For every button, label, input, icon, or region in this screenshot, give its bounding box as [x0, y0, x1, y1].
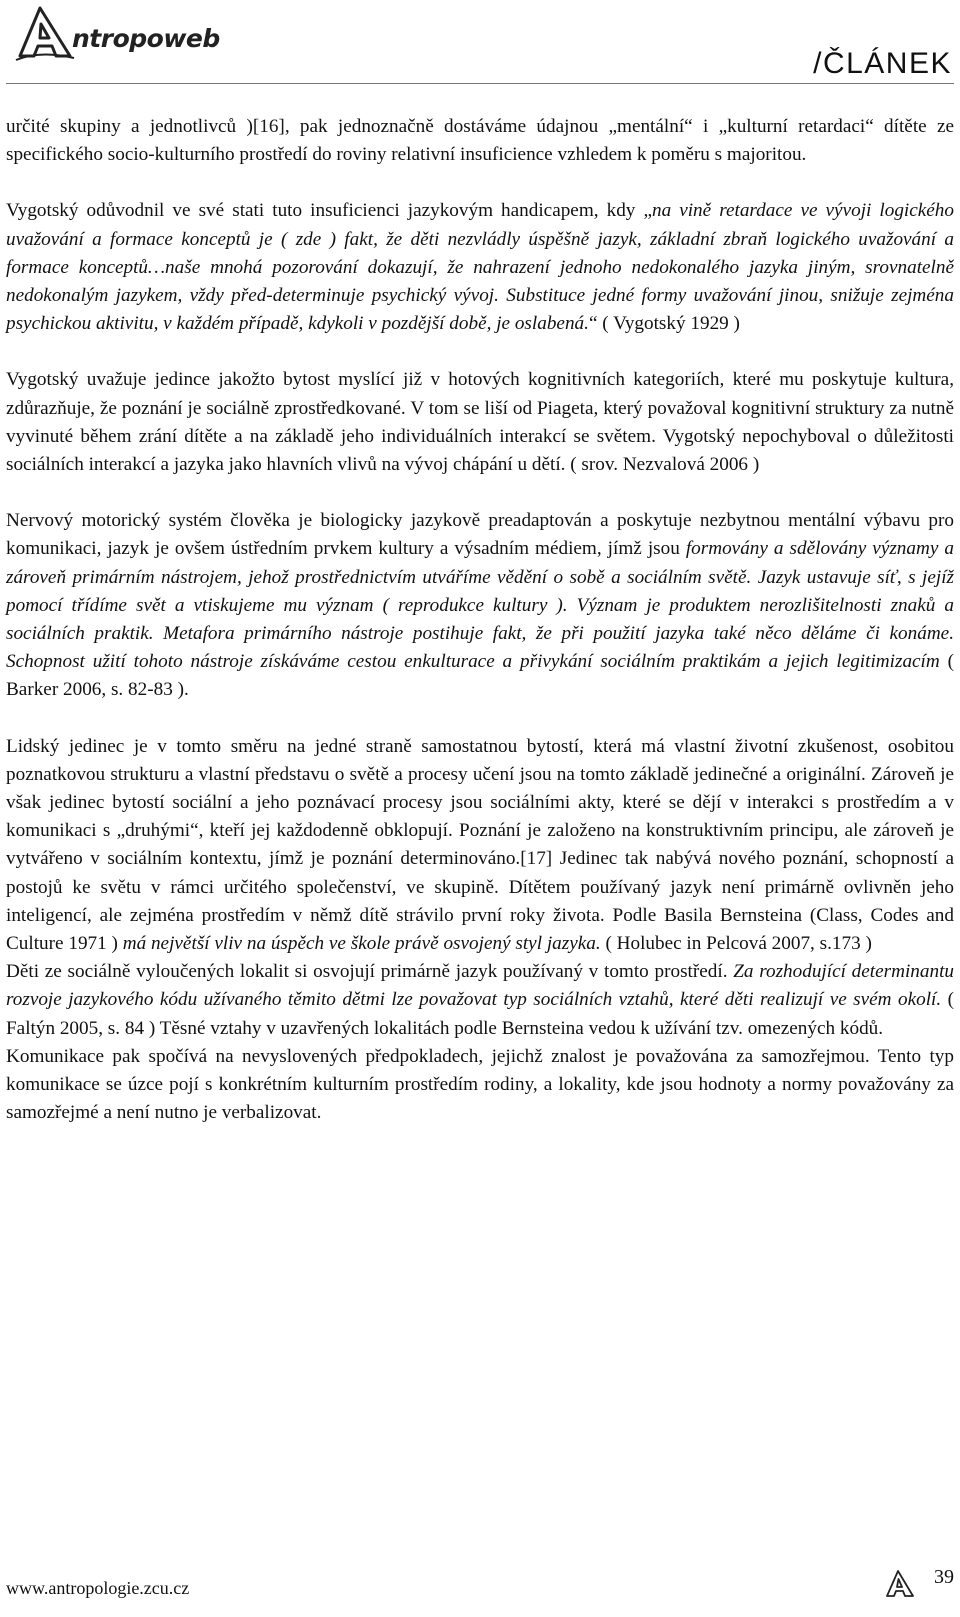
footer-url[interactable]: www.antropologie.zcu.cz [6, 1578, 190, 1598]
footnote-link-17[interactable]: [17] [520, 848, 553, 870]
article-body [6, 113, 954, 1128]
paragraph-7: Komunikace pak spočívá na nevyslovených předpokladech, jejichž znalost je považována za samozřejmou. Tento typ komunikace se úzce pojí s konkrétním kulturním prostředím rodiny, a lokality, kde jsou hodnoty a normy považovány za samozřejmé a není nutno je verbalizovat. [6, 1045, 954, 1124]
antropoweb-small-logo-icon [884, 1568, 916, 1600]
paragraph-6: Děti ze sociálně vyloučených lokalit si osvojují primárně jazyk používaný v tomto prostředí. Za rozhodující determinantu rozvoje jazykového kódu užívaného těmito dětmi lze považovat typ sociálních vztahů, které děti realizují ve svém okolí. ( Faltýn 2005, s. 84 ) Těsné vztahy v uzavřených lokalitách podle Bernsteina vedou k užívání tzv. omezených kódů. [6, 961, 954, 1039]
footnote-link-16[interactable]: [16] [252, 116, 285, 137]
quote-faltyn: Za rozhodující determinantu rozvoje jazykového kódu užívaného těmito dětmi lze považovat typ sociálních vztahů, které děti realizují ve svém okolí. [6, 961, 954, 1011]
logo-text: ntropoweb [72, 24, 220, 53]
section-label: /ČLÁNEK [813, 47, 952, 80]
page-number: 39 [934, 1566, 954, 1588]
antropoweb-logo[interactable] [10, 2, 240, 64]
paragraph-3: Vygotský uvažuje jedince jakožto bytost myslící již v hotových kognitivních kategoriích, které mu poskytuje kultura, zdůrazňuje, že poznání je sociálně zprostředkované. V tom se liší od Piageta, který považoval kognitivní struktury za nutně vyvinuté během zrání dítěte a na základě jeho individuálních interakcí se světem. Vygotský nepochyboval o důležitosti sociálních interakcí a jazyka jako hlavních vlivů na vývoj chápání u dětí. ( srov. Nezvalová 2006 ) [6, 369, 954, 476]
quote-bernstein: má největší vliv na úspěch ve škole právě osvojený styl jazyka. [122, 933, 601, 955]
page-footer [6, 1566, 954, 1612]
quote-barker: formovány a sdělovány významy a zároveň primárním nástrojem, jehož prostřednictvím utváříme vědění o sobě a sociálním světě. Jazyk ustavuje síť, s jejíž pomocí třídíme svět a vtiskujeme mu význam ( reprodukce kultury ). Význam je produktem nerozlišitelnosti znaků a sociálních praktik. Metafora primárního nástroje postihuje fakt, že při použití jazyka také něco děláme či konáme. Schopnost užití tohoto nástroje získáváme cestou enkulturace a přivykání sociálním praktikám a jejich legitimizacím [6, 538, 954, 673]
triangle-a-logo-icon [10, 2, 80, 64]
paragraph-1: určité skupiny a jednotlivců )[16], pak jednoznačně dostáváme údajnou „mentální“ i „kulturní retardaci“ dítěte ze specifického socio-kulturního prostředí do roviny relativní insuficience vzhledem k poměru s majoritou. [6, 116, 954, 166]
header-divider [6, 83, 954, 84]
paragraph-5: Lidský jedinec je v tomto směru na jedné straně samostatnou bytostí, která má vlastní životní zkušenost, osobitou poznatkovou strukturu a vlastní představu o světě a procesy učení jsou na tomto základě jedinečné a originální. Zároveň je však jedinec bytostí sociální a jeho poznávací procesy jsou sociálními akty, které se dějí v interakci s prostředím a v komunikaci s „druhými“, kteří jej každodenně obklopují. Poznání je založeno na konstruktivním principu, ale zároveň je vytvářeno v sociálním kontextu, jímž je poznání determinováno.[17] Jedinec tak nabývá nového poznání, schopností a postojů ke světu v rámci určitého společenství, ve skupině. Dítětem používaný jazyk není primárně ovlivněn jeho inteligencí, ale zejména prostředím v němž dítě strávilo první roky života. Podle Basila Bernsteina (Class, Codes and Culture 1971 ) má největší vliv na úspěch ve škole právě osvojený styl jazyka. ( Holubec in Pelcová 2007, s.173 ) [6, 735, 954, 955]
paragraph-2: Vygotský odůvodnil ve své stati tuto insuficienci jazykovým handicapem, kdy „na vině retardace ve vývoji logického uvažování a formace konceptů je ( zde ) fakt, že děti nezvládly úspěšně jazyk, základní zbraň logického uvažování a formace konceptů…naše mnohá pozorování dokazují, že nahrazení jednoho nedokonalého jazyka jiným, srovnatelně nedokonalým jazykem, vždy před-determinuje psychický vývoj. Substituce jedné formy uvažování jinou, snižuje zejména psychickou aktivitu, v každém případě, kdykoli v pozdější době, je oslabená.“ ( Vygotský 1929 ) [6, 200, 954, 335]
page-header [0, 0, 960, 90]
quote-vygotsky: na vině retardace ve vývoji logického uvažování a formace konceptů je ( zde ) fakt, že děti nezvládly úspěšně jazyk, základní zbraň logického uvažování a formace konceptů…naše mnohá pozorování dokazují, že nahrazení jednoho nedokonalého jazyka jiným, srovnatelně nedokonalým jazykem, vždy před-determinuje psychický vývoj. Substituce jedné formy uvažování jinou, snižuje zejména psychickou aktivitu, v každém případě, kdykoli v pozdější době, je oslabená. [6, 200, 954, 335]
paragraph-4: Nervový motorický systém člověka je biologicky jazykově preadaptován a poskytuje nezbytnou mentální výbavu pro komunikaci, jazyk je ovšem ústředním prvkem kultury a výsadním médiem, jímž jsou formovány a sdělovány významy a zároveň primárním nástrojem, jehož prostřednictvím utváříme vědění o sobě a sociálním světě. Jazyk ustavuje síť, s jejíž pomocí třídíme svět a vtiskujeme mu význam ( reprodukce kultury ). Význam je produktem nerozlišitelnosti znaků a sociálních praktik. Metafora primárního nástroje postihuje fakt, že při použití jazyka také něco děláme či konáme. Schopnost užití tohoto nástroje získáváme cestou enkulturace a přivykání sociálním praktikám a jejich legitimizacím ( Barker 2006, s. 82-83 ). [6, 510, 954, 701]
